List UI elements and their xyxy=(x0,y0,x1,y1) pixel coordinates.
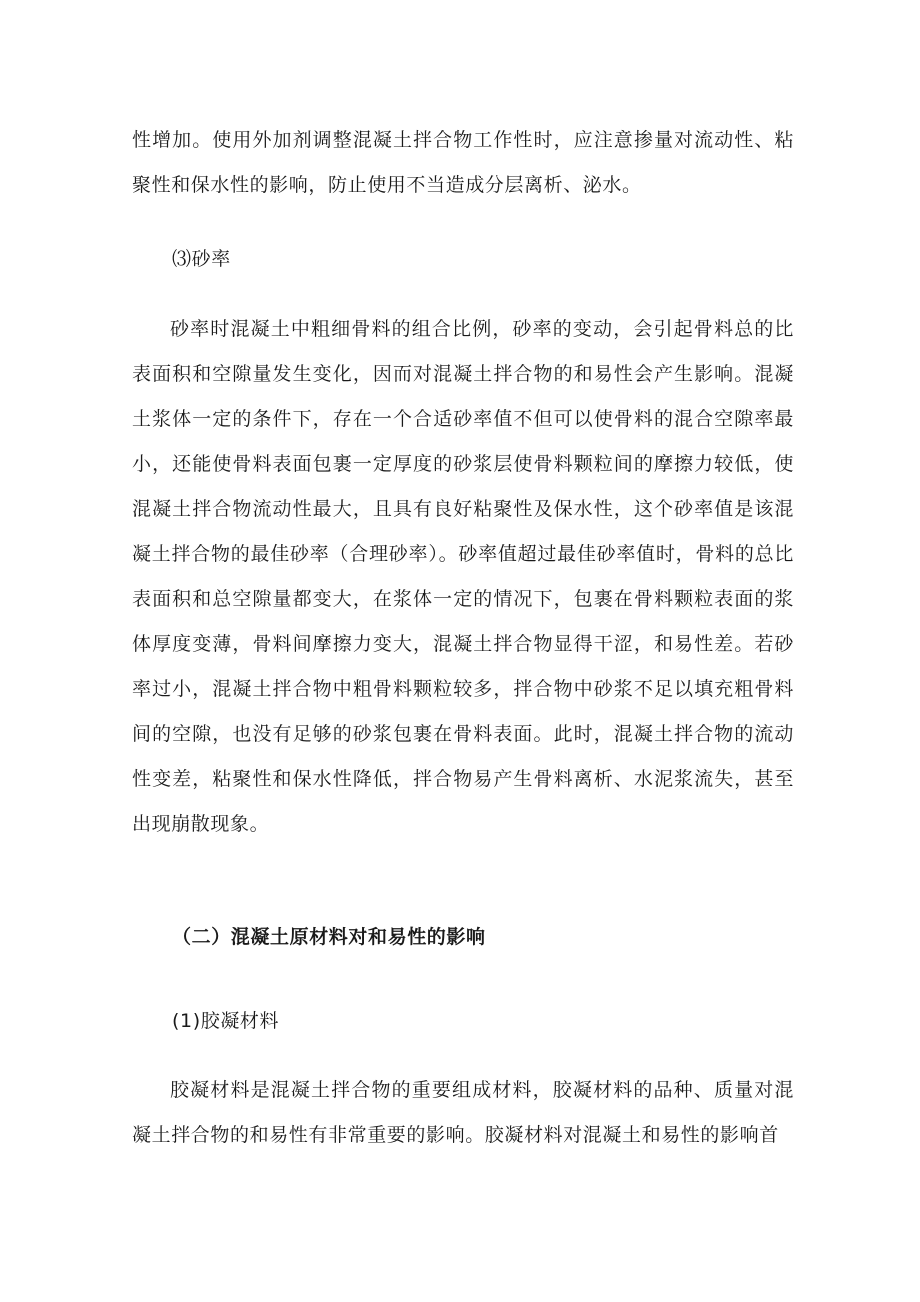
subheading-binder: (1)胶凝材料 xyxy=(172,1010,280,1032)
section-heading-raw-materials: （二）混凝土原材料对和易性的影响 xyxy=(172,926,486,948)
paragraph-sand-ratio: 砂率时混凝土中粗细骨料的组合比例，砂率的变动，会引起骨料总的比表面积和空隙量发生变化，因而对混凝土拌合物的和易性会产生影响。混凝土浆体一定的条件下，存在一个合适砂率值不但可以使骨料的混合空隙率最小，还能使骨料表面包裹一定厚度的砂浆层使骨料颗粒间的摩擦力较低，使混凝土拌合物流动性最大，且具有良好粘聚性及保水性，这个砂率值是该混凝土拌合物的最佳砂率（合理砂率）。砂率值超过最佳砂率值时，骨料的总比表面积和总空隙量都变大，在浆体一定的情况下，包裹在骨料颗粒表面的浆体厚度变薄，骨料间摩擦力变大，混凝土拌合物显得干涩，和易性差。若砂率过小，混凝土拌合物中粗骨料颗粒较多，拌合物中砂浆不足以填充粗骨料间的空隙，也没有足够的砂浆包裹在骨料表面。此时，混凝土拌合物的流动性变差，粘聚性和保水性降低，拌合物易产生骨料离析、水泥浆流失，甚至出现崩散现象。 xyxy=(132,318,794,835)
paragraph-binder: 胶凝材料是混凝土拌合物的重要组成材料，胶凝材料的品种、质量对混凝土拌合物的和易性有非常重要的影响。胶凝材料对混凝土和易性的影响首 xyxy=(132,1079,794,1146)
paragraph-admixture-continuation: 性增加。使用外加剂调整混凝土拌合物工作性时，应注意掺量对流动性、粘聚性和保水性的影响，防止使用不当造成分层离析、泌水。 xyxy=(132,129,794,196)
subheading-sand-ratio: ⑶砂率 xyxy=(172,248,231,270)
